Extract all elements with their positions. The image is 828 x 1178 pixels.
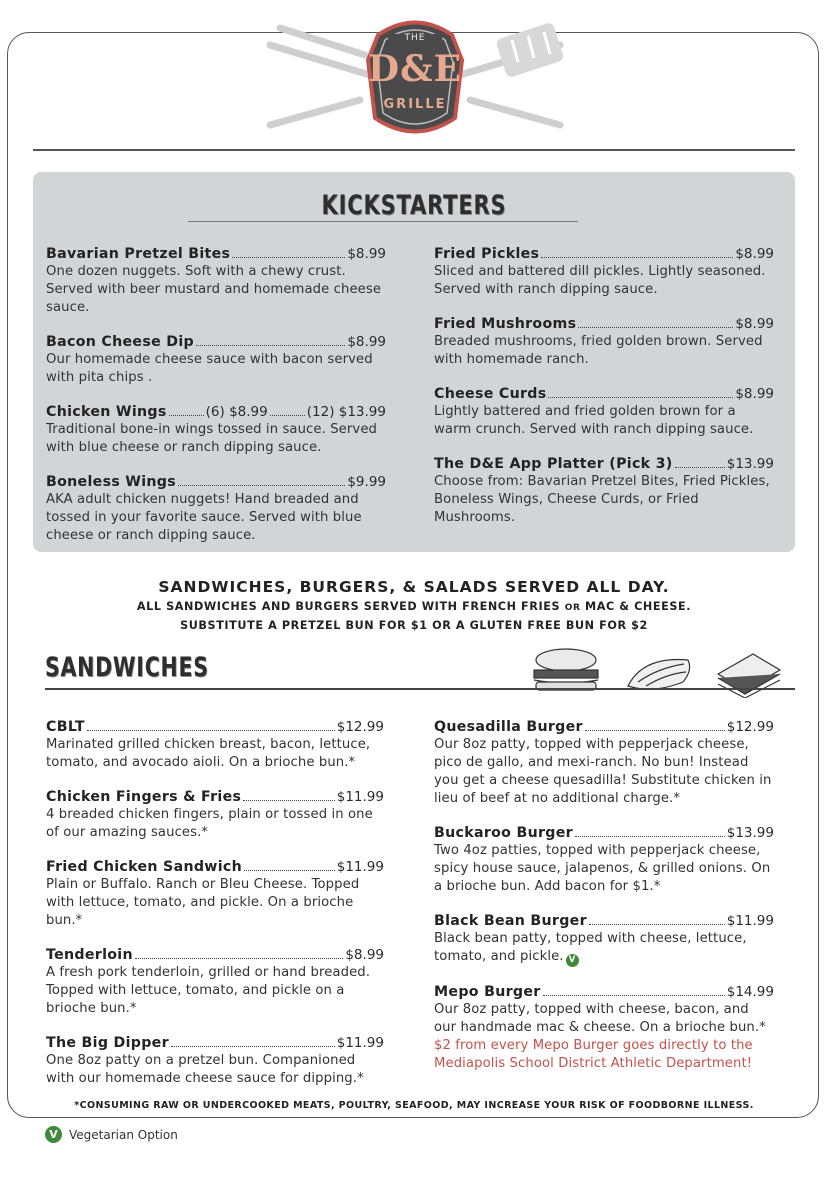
kickstarters-underline [188, 221, 578, 222]
item-price: $8.99 [347, 246, 386, 262]
item-name: Fried Pickles [434, 246, 540, 262]
sandwiches-title: SANDWICHES [45, 652, 209, 683]
item-price: $9.99 [347, 474, 386, 490]
header-divider [33, 149, 795, 151]
vegetarian-icon: V [566, 954, 579, 967]
food-safety-footnote: *CONSUMING RAW OR UNDERCOOKED MEATS, POULTRY, SEAFOOD, MAY INCREASE YOUR RISK OF FOODBORNE ILLNESS. [74, 1100, 754, 1111]
item-description: Traditional bone-in wings tossed in sauce. Served with blue cheese or ranch dipping sauce. [46, 422, 377, 455]
item-name: Mepo Burger [434, 984, 541, 1000]
item-name: Fried Chicken Sandwich [46, 859, 242, 875]
item-description: Plain or Buffalo. Ranch or Bleu Cheese. Topped with lettuce, tomato, and pickle. On a brioche bun.* [46, 877, 360, 928]
vegetarian-icon: V [45, 1126, 62, 1143]
menu-item [46, 403, 386, 457]
item-price: $8.99 [735, 386, 774, 402]
kickstarters-title: KICKSTARTERS [321, 190, 507, 221]
item-price: (12) $13.99 [306, 404, 386, 420]
item-name: Fried Mushrooms [434, 316, 577, 332]
food-illustrations-icon [528, 646, 788, 698]
item-name: The D&E App Platter (Pick 3) [434, 456, 673, 472]
kickstarters-right-column [434, 245, 774, 543]
logo-bottom-text: GRILLE [383, 97, 447, 112]
item-name: Boneless Wings [46, 474, 177, 490]
item-description: Marinated grilled chicken breast, bacon, lettuce, tomato, and avocado aioli. On a brioche bun.* [46, 737, 371, 770]
menu-item [46, 333, 386, 387]
kickstarters-left-column [46, 245, 386, 561]
item-price: $11.99 [336, 789, 384, 805]
item-name: CBLT [46, 719, 85, 735]
menu-item [46, 473, 386, 545]
item-name: The Big Dipper [46, 1035, 169, 1051]
served-with-sides-line [0, 600, 828, 613]
item-description [434, 930, 774, 967]
item-description: Lightly battered and fried golden brown for a warm crunch. Served with ranch dipping sauce. [434, 404, 754, 437]
item-price: $8.99 [735, 316, 774, 332]
served-with-text: ALL SANDWICHES AND BURGERS SERVED WITH FRENCH FRIES [136, 600, 561, 613]
item-price: $12.99 [336, 719, 384, 735]
item-price: $8.99 [347, 334, 386, 350]
item-name: Quesadilla Burger [434, 719, 583, 735]
item-description-text: Black bean patty, topped with cheese, lettuce, tomato, and pickle. [434, 931, 747, 964]
served-or-text: OR [564, 603, 581, 613]
item-name: Cheese Curds [434, 386, 547, 402]
item-price: $14.99 [726, 984, 774, 1000]
item-name: Buckaroo Burger [434, 825, 573, 841]
item-description: Our 8oz patty, topped with pepperjack cheese, pico de gallo, and mexi-ranch. No bun! Instead you get a cheese quesadilla! Substitute chicken in lieu of beef at no additional charge.* [434, 737, 772, 806]
logo-main-text: D&E [367, 48, 463, 90]
sandwiches-right-column [434, 718, 774, 1089]
sandwiches-divider [45, 688, 795, 690]
item-description: Two 4oz patties, topped with pepperjack cheese, spicy house sauce, jalapenos, & grilled onions. On a brioche bun. Add bacon for $1.* [434, 843, 771, 894]
item-price: $12.99 [726, 719, 774, 735]
item-description: AKA adult chicken nuggets! Hand breaded and tossed in your favorite sauce. Served with blue cheese or ranch dipping sauce. [46, 492, 362, 543]
menu-item [434, 824, 774, 896]
item-description: Our homemade cheese sauce with bacon served with pita chips . [46, 352, 373, 385]
menu-item [434, 315, 774, 369]
item-price: $11.99 [726, 913, 774, 929]
sandwiches-left-column [46, 718, 384, 1104]
menu-item [434, 983, 774, 1073]
menu-item [46, 946, 384, 1018]
item-name: Chicken Fingers & Fries [46, 789, 242, 805]
menu-item [46, 858, 384, 930]
menu-item [434, 455, 774, 527]
menu-item [46, 788, 384, 842]
served-mac-text: MAC & CHEESE. [584, 600, 692, 613]
menu-item [434, 912, 774, 967]
logo [250, 0, 580, 150]
menu-item [434, 718, 774, 808]
item-description: 4 breaded chicken fingers, plain or tossed in one of our amazing sauces.* [46, 807, 373, 840]
charity-note: $2 from every Mepo Burger goes directly to the Mediapolis School District Athletic Department! [434, 1038, 753, 1071]
item-description: A fresh pork tenderloin, grilled or hand breaded. Topped with lettuce, tomato, and pickle on a brioche bun.* [46, 965, 371, 1016]
item-price: $8.99 [735, 246, 774, 262]
vegetarian-label: Vegetarian Option [69, 1127, 178, 1142]
vegetarian-legend [45, 1126, 178, 1143]
item-price: $11.99 [336, 1035, 384, 1051]
bun-substitution-line: SUBSTITUTE A PRETZEL BUN FOR $1 OR A GLUTEN FREE BUN FOR $2 [180, 619, 648, 632]
menu-item [434, 245, 774, 299]
menu-item [434, 385, 774, 439]
item-name: Black Bean Burger [434, 913, 587, 929]
item-price: $13.99 [726, 825, 774, 841]
item-price-small: (6) $8.99 [205, 404, 268, 420]
item-description: One 8oz patty on a pretzel bun. Companioned with our homemade cheese sauce for dipping.* [46, 1053, 364, 1086]
item-price: $13.99 [726, 456, 774, 472]
item-name: Bacon Cheese Dip [46, 334, 194, 350]
item-description: Sliced and battered dill pickles. Lightly seasoned. Served with ranch dipping sauce. [434, 264, 766, 297]
item-name: Bavarian Pretzel Bites [46, 246, 231, 262]
item-name: Chicken Wings [46, 404, 167, 420]
item-description: Choose from: Bavarian Pretzel Bites, Fried Pickles, Boneless Wings, Cheese Curds, or Fried Mushrooms. [434, 474, 770, 525]
item-description: One dozen nuggets. Soft with a chewy crust. Served with beer mustard and homemade cheese sauce. [46, 264, 382, 315]
item-description: Breaded mushrooms, fried golden brown. Served with homemade ranch. [434, 334, 763, 367]
item-price: $8.99 [345, 947, 384, 963]
served-all-day-heading: SANDWICHES, BURGERS, & SALADS SERVED ALL DAY. [158, 578, 670, 596]
menu-item [46, 1034, 384, 1088]
item-price: $11.99 [336, 859, 384, 875]
logo-top-text: THE [404, 33, 426, 43]
menu-item [46, 718, 384, 772]
item-description: Our 8oz patty, topped with cheese, bacon, and our handmade mac & cheese. On a brioche bun.* [434, 1002, 766, 1035]
item-name: Tenderloin [46, 947, 133, 963]
menu-item [46, 245, 386, 317]
